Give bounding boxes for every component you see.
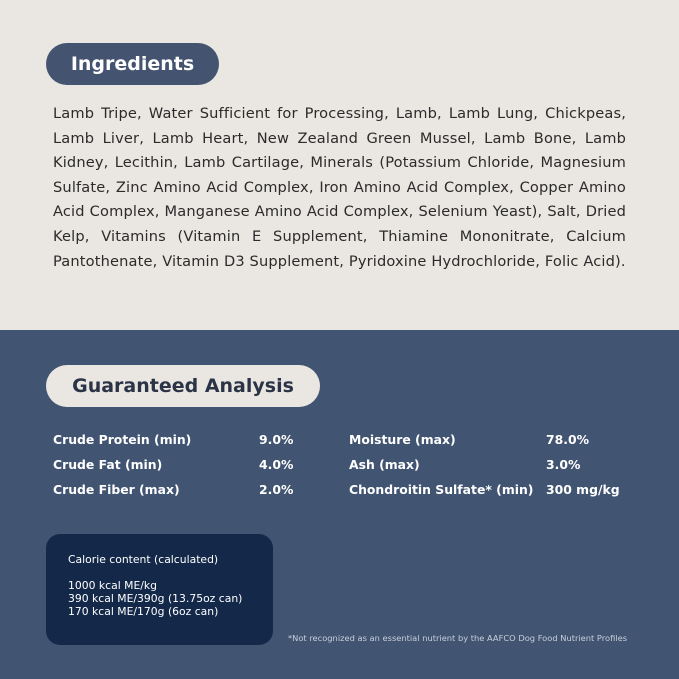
analysis-value: 2.0%	[259, 482, 294, 497]
calorie-title: Calorie content (calculated)	[68, 553, 219, 566]
analysis-value: 4.0%	[259, 457, 294, 472]
analysis-label: Crude Fat (min)	[53, 457, 163, 472]
analysis-value: 3.0%	[546, 457, 581, 472]
calorie-line: 170 kcal ME/170g (6oz can)	[68, 605, 219, 618]
guaranteed-analysis-section	[0, 330, 679, 679]
calorie-line: 1000 kcal ME/kg	[68, 579, 158, 592]
analysis-value: 78.0%	[546, 432, 589, 447]
guaranteed-analysis-heading: Guaranteed Analysis	[46, 365, 320, 407]
analysis-label: Ash (max)	[349, 457, 420, 472]
calorie-line: 390 kcal ME/390g (13.75oz can)	[68, 592, 243, 605]
analysis-label: Crude Protein (min)	[53, 432, 192, 447]
analysis-label: Chondroitin Sulfate* (min)	[349, 482, 534, 497]
analysis-label: Moisture (max)	[349, 432, 456, 447]
analysis-value: 300 mg/kg	[546, 482, 620, 497]
ingredients-section	[0, 0, 679, 330]
footnote: *Not recognized as an essential nutrient by the AAFCO Dog Food Nutrient Profiles	[288, 633, 628, 643]
analysis-value: 9.0%	[259, 432, 294, 447]
analysis-row	[0, 431, 679, 449]
analysis-row	[0, 456, 679, 474]
analysis-label: Crude Fiber (max)	[53, 482, 180, 497]
ingredients-heading: Ingredients	[46, 43, 219, 85]
calorie-content-box	[46, 534, 273, 645]
analysis-row	[0, 481, 679, 499]
ingredients-list: Lamb Tripe, Water Sufficient for Processing, Lamb, Lamb Lung, Chickpeas, Lamb Liver, Lamb Heart, New Zealand Green Mussel, Lamb Bone, Lamb Kidney, Lecithin, Lamb Cartilage, Minerals (Potassium Chloride, Magnesium Sulfate, Zinc Amino Acid Complex, Iron Amino Acid Complex, Copper Amino Acid Complex, Manganese Amino Acid Complex, Selenium Yeast), Salt, Dried Kelp, Vitamins (Vitamin E Supplement, Thiamine Mononitrate, Calcium Pantothenate, Vitamin D3 Supplement, Pyridoxine Hydrochloride, Folic Acid).	[53, 105, 626, 270]
